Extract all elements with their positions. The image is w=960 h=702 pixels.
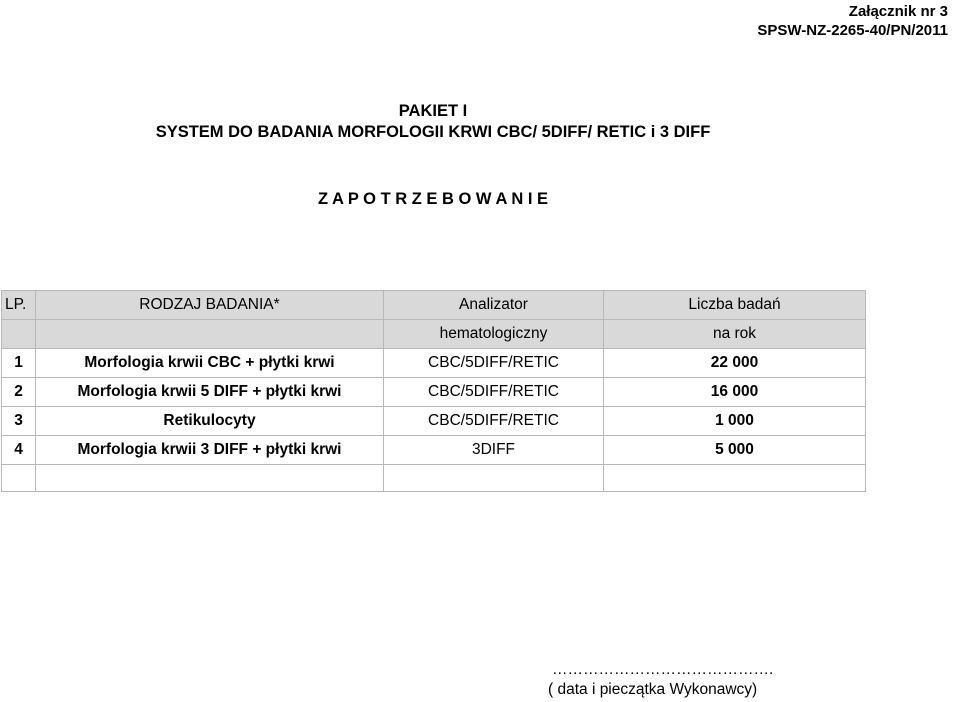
header-liczba: Liczba badań [604,291,866,320]
cell-rodzaj: Retikulocyty [36,407,384,436]
cell-lp: 2 [2,378,36,407]
signature-block [548,660,773,700]
signature-caption: ( data i pieczątka Wykonawcy) [548,681,758,698]
header-analizator: Analizator [384,291,604,320]
cell-analizator: CBC/5DIFF/RETIC [384,407,604,436]
requirements-table [1,290,866,492]
cell-lp: 4 [2,436,36,465]
cell-lp: 3 [2,407,36,436]
empty-cell [2,465,36,492]
subheader-lp-empty [2,320,36,349]
subheader-rodzaj-empty [36,320,384,349]
signature-line: ……………………………………. [552,661,774,678]
table-header-row [2,291,866,320]
empty-cell [36,465,384,492]
system-title: SYSTEM DO BADANIA MORFOLOGII KRWI CBC/ 5DIFF/ RETIC i 3 DIFF [155,123,711,141]
cell-analizator: 3DIFF [384,436,604,465]
annex-label: Załącznik nr 3 [848,3,948,20]
subheader-analizator: hematologiczny [384,320,604,349]
table-subheader-row [2,320,866,349]
empty-cell [384,465,604,492]
table-row [2,436,866,465]
document-header [757,2,948,40]
cell-rodzaj: Morfologia krwii CBC + płytki krwi [36,349,384,378]
reference-number: SPSW-NZ-2265-40/PN/2011 [757,22,948,39]
table-row [2,407,866,436]
cell-analizator: CBC/5DIFF/RETIC [384,378,604,407]
cell-liczba: 22 000 [604,349,866,378]
table-row [2,378,866,407]
subheader-liczba: na rok [604,320,866,349]
header-rodzaj: RODZAJ BADANIA* [36,291,384,320]
empty-row [2,465,866,492]
header-lp: LP. [2,291,36,320]
cell-analizator: CBC/5DIFF/RETIC [384,349,604,378]
empty-cell [604,465,866,492]
cell-rodzaj: Morfologia krwii 5 DIFF + płytki krwi [36,378,384,407]
table-row [2,349,866,378]
cell-liczba: 5 000 [604,436,866,465]
package-title: PAKIET I [398,102,468,120]
cell-liczba: 1 000 [604,407,866,436]
cell-lp: 1 [2,349,36,378]
section-heading: Z A P O T R Z E B O W A N I E [317,190,549,208]
cell-rodzaj: Morfologia krwii 3 DIFF + płytki krwi [36,436,384,465]
cell-liczba: 16 000 [604,378,866,407]
document-title [0,101,866,143]
